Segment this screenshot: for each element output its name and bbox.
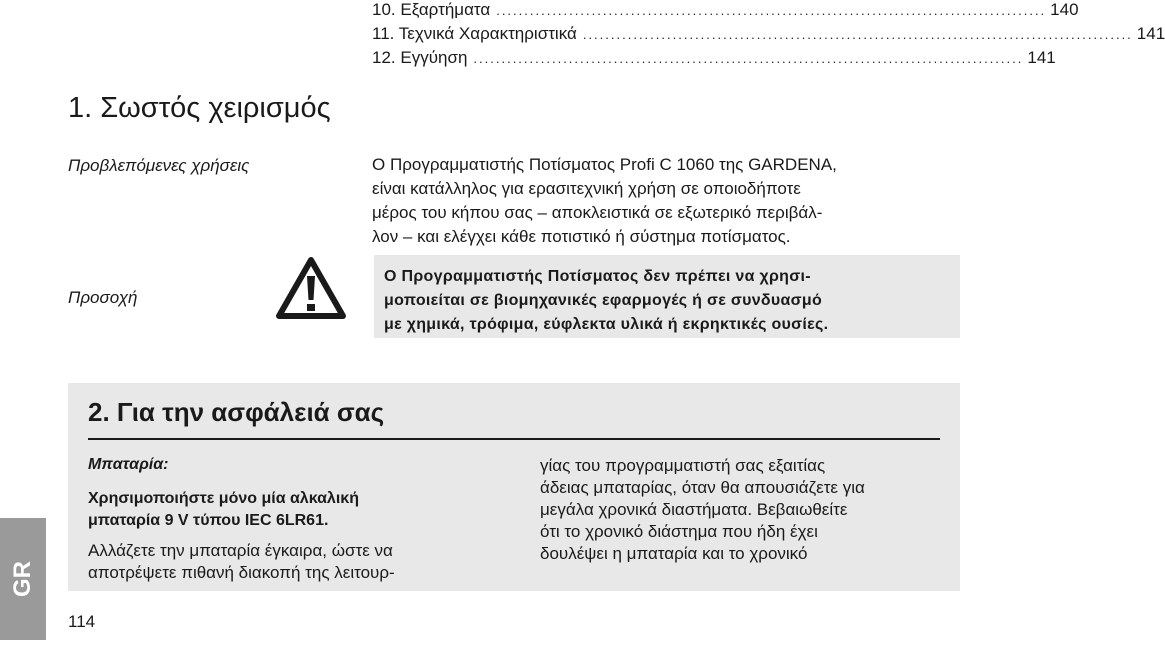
text-line: Χρησιμοποιήστε μόνο μία αλκαλική bbox=[88, 490, 359, 507]
text-line: ότι το χρονικό διάστημα που ήδη έχει bbox=[540, 522, 818, 541]
text-line: μεγάλα χρονικά διαστήματα. Βεβαιωθείτε bbox=[540, 500, 848, 519]
text-line: με χημικά, τρόφιμα, εύφλεκτα υλικά ή εκρηκτικές ουσίες. bbox=[384, 316, 829, 333]
toc-title: 10. Εξαρτήματα bbox=[372, 0, 491, 19]
battery-instruction bbox=[88, 488, 488, 532]
table-of-contents bbox=[372, 0, 1165, 72]
section-1-heading: 1. Σωστός χειρισμός bbox=[68, 92, 331, 124]
caution-label: Προσοχή bbox=[68, 288, 138, 307]
text-line: Ο Προγραμματιστής Ποτίσματος δεν πρέπει να χρησι- bbox=[384, 268, 811, 285]
toc-leader-dots: .................................................................................................. bbox=[582, 27, 1133, 42]
battery-left-column bbox=[88, 456, 488, 584]
toc-title: 11. Τεχνικά Χαρακτηριστικά bbox=[372, 24, 577, 43]
text-line: είναι κατάλληλος για ερασιτεχνική χρήση σε οποιοδήποτε bbox=[372, 179, 801, 198]
toc-row[interactable] bbox=[372, 48, 1056, 72]
warning-text bbox=[384, 265, 828, 337]
toc-page: 140 bbox=[1050, 0, 1079, 19]
heading-rule bbox=[88, 438, 940, 440]
text-line: μοποιείται σε βιομηχανικές εφαρμογές ή σε συνδυασμό bbox=[384, 292, 823, 309]
page-number: 114 bbox=[68, 612, 96, 631]
battery-label: Μπαταρία: bbox=[88, 456, 169, 473]
toc-title: 12. Εγγύηση bbox=[372, 48, 468, 67]
text-line: άδειας μπαταρίας, όταν θα απουσιάζετε για bbox=[540, 478, 865, 497]
battery-right-column bbox=[540, 455, 950, 565]
language-tab bbox=[0, 518, 46, 640]
toc-leader-dots: .................................................................................................. bbox=[496, 3, 1047, 18]
text-line: δουλέψει η μπαταρία και το χρονικό bbox=[540, 544, 808, 563]
intended-use-label: Προβλεπόμενες χρήσεις bbox=[68, 156, 250, 175]
toc-page: 141 bbox=[1136, 24, 1165, 43]
text-line: μέρος του κήπου σας – αποκλειστικά σε εξωτερικό περιβάλ- bbox=[372, 203, 823, 222]
text-line: αποτρέψετε πιθανή διακοπή της λειτουρ- bbox=[88, 563, 395, 582]
text-line: μπαταρία 9 V τύπου IEC 6LR61. bbox=[88, 512, 329, 529]
language-tab-label: GR bbox=[9, 561, 36, 597]
toc-row[interactable] bbox=[372, 24, 1165, 48]
warning-box bbox=[374, 255, 960, 338]
text-line: Ο Προγραμματιστής Ποτίσματος Profi C 1060 της GARDENA, bbox=[372, 155, 837, 174]
warning-triangle-icon bbox=[276, 256, 346, 320]
toc-row[interactable] bbox=[372, 0, 1079, 24]
text-line: γίας του προγραμματιστή σας εξαιτίας bbox=[540, 456, 826, 475]
intended-use-text bbox=[372, 153, 952, 249]
section-2-heading: 2. Για την ασφάλειά σας bbox=[88, 397, 385, 427]
battery-advice bbox=[88, 540, 488, 584]
text-line: λον – και ελέγχει κάθε ποτιστικό ή σύστημα ποτίσματος. bbox=[372, 227, 791, 246]
toc-page: 141 bbox=[1027, 48, 1056, 67]
toc-leader-dots: .................................................................................................. bbox=[473, 51, 1024, 66]
text-line: Αλλάζετε την μπαταρία έγκαιρα, ώστε να bbox=[88, 541, 393, 560]
